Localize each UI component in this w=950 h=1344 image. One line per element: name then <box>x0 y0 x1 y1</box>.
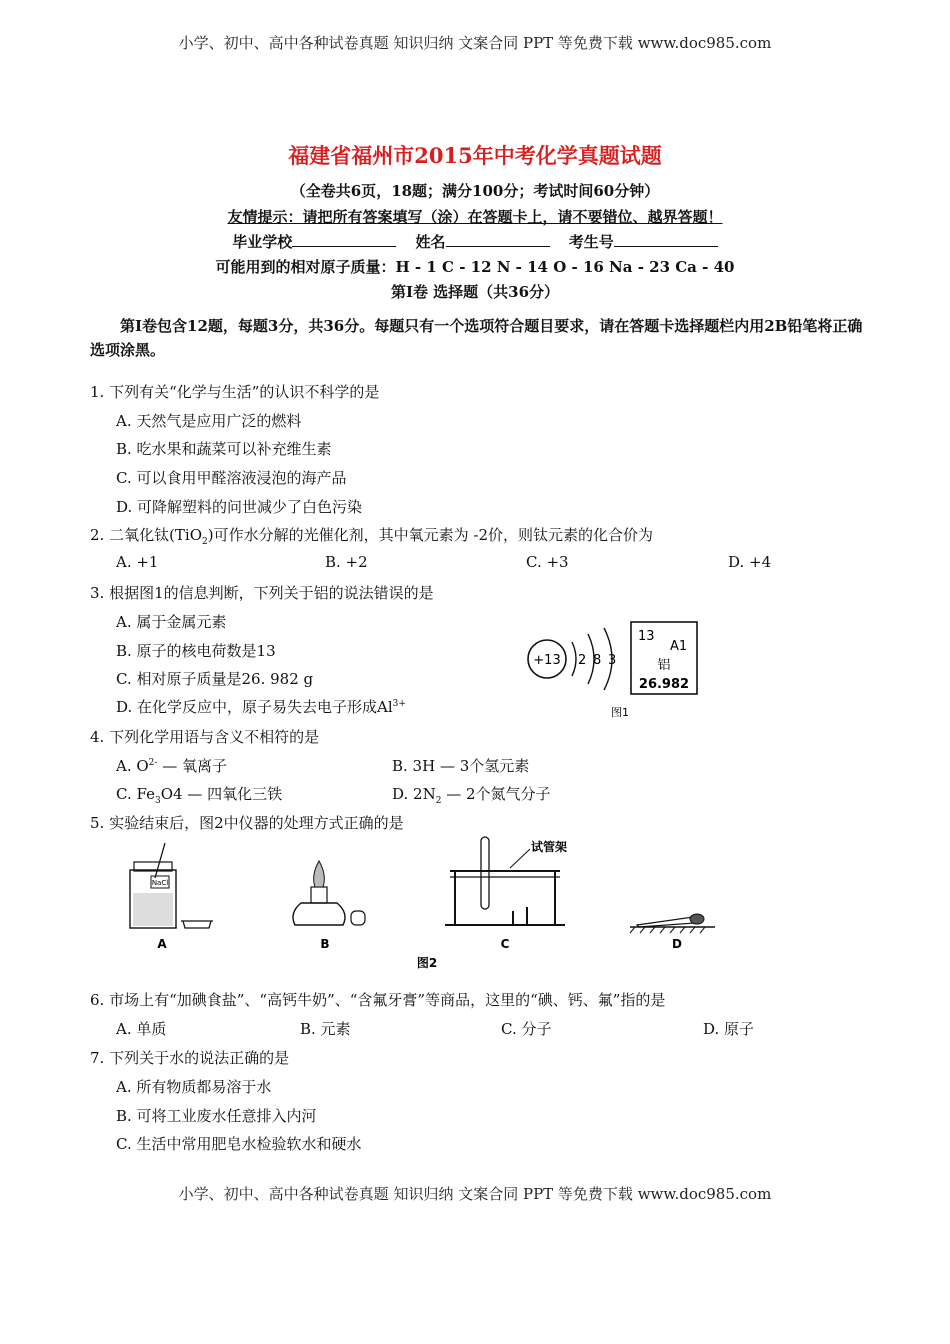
school-label: 毕业学校 <box>232 233 293 251</box>
label-a: A <box>157 937 167 951</box>
q1-option-a: A. 天然气是应用广泛的燃料 <box>116 412 302 430</box>
atomic-number: 13 <box>638 629 655 644</box>
figure-2-caption: 图2 <box>416 956 438 970</box>
exam-no-label: 考生号 <box>568 233 614 251</box>
exam-title: 福建省福州市2015年中考化学真题试题 <box>288 143 662 168</box>
q3-stem: 3. 根据图1的信息判断，下列关于铝的说法错误的是 <box>90 584 434 602</box>
label-b: B <box>320 937 330 951</box>
friendly-tip: 友情提示：请把所有答案填写（涂）在答题卡上，请不要错位、越界答题！ <box>227 208 723 226</box>
q3-option-c: C. 相对原子质量是26. 982 g <box>116 670 314 688</box>
section-title: 第Ⅰ卷 选择题（共36分） <box>390 283 560 301</box>
q1-stem: 1. 下列有关“化学与生活”的认识不科学的是 <box>90 383 380 401</box>
name-label: 姓名 <box>415 233 446 251</box>
section-instructions: 第Ⅰ卷包含12题，每题3分，共36分。每题只有一个选项符合题目要求，请在答题卡选择题栏内用2B铅笔将正确选项涂黑。 <box>90 317 863 359</box>
apparatus-d <box>630 914 715 933</box>
figure-2-apparatus <box>115 833 715 975</box>
q4-option-d: D. $2N_2$ — 2个氮气分子 <box>392 785 551 806</box>
name-blank[interactable] <box>446 234 550 247</box>
q4-option-c: C. $Fe_3O4$ — 四氧化三铁 <box>116 785 283 806</box>
exam-subtitle: （全卷共6页，18题；满分100分；考试时间60分钟） <box>290 182 660 200</box>
q1-option-c: C. 可以食用甲醛溶液浸泡的海产品 <box>116 469 347 487</box>
nucleus-charge: +13 <box>533 653 561 668</box>
label-c: C <box>500 937 510 951</box>
page-footer: 小学、初中、高中各种试卷真题 知识归纳 文案合同 PPT 等免费下载 www.doc985.com <box>178 1185 772 1203</box>
shell-electrons-2: 8 <box>593 653 602 668</box>
q1-option-b: B. 吃水果和蔬菜可以补充维生素 <box>116 440 332 458</box>
q1-option-d: D. 可降解塑料的问世减少了白色污染 <box>116 498 363 516</box>
q3-option-a: A. 属于金属元素 <box>116 613 227 631</box>
element-name: 铝 <box>657 658 671 673</box>
apparatus-a <box>130 843 213 928</box>
page-header: 小学、初中、高中各种试卷真题 知识归纳 文案合同 PPT 等免费下载 www.doc985.com <box>178 34 772 52</box>
q3-option-b: B. 原子的核电荷数是13 <box>116 642 276 660</box>
apparatus-c <box>445 837 567 925</box>
student-info-line <box>0 231 950 252</box>
figure-1-caption: 图1 <box>611 706 629 719</box>
q4-option-a: A. $O^{2-}$ — 氧离子 <box>116 757 227 775</box>
q6-option-d: D. 原子 <box>703 1020 755 1038</box>
q2-option-d: D. +4 <box>728 553 772 571</box>
electron-shell-1 <box>572 642 576 676</box>
q3-option-d: D. 在化学反应中，原子易失去电子形成$Al^{3+}$ <box>116 698 406 716</box>
q7-option-c: C. 生活中常用肥皂水检验软水和硬水 <box>116 1135 362 1153</box>
shell-electrons-1: 2 <box>578 653 587 668</box>
q6-option-a: A. 单质 <box>116 1020 167 1038</box>
rack-label: 试管架 <box>531 840 568 854</box>
atomic-mass-line: 可能用到的相对原子质量：H - 1 C - 12 N - 14 O - 16 Na - 23 Ca - 40 <box>215 258 735 276</box>
bottle-label: NaCl <box>151 879 169 887</box>
q4-stem: 4. 下列化学用语与含义不相符的是 <box>90 728 320 746</box>
q4-option-b: B. 3H — 3个氢元素 <box>392 757 530 775</box>
q7-option-b: B. 可将工业废水任意排入内河 <box>116 1107 317 1125</box>
q7-stem: 7. 下列关于水的说法正确的是 <box>90 1049 290 1067</box>
q5-stem: 5. 实验结束后，图2中仪器的处理方式正确的是 <box>90 814 404 832</box>
q2-option-a: A. +1 <box>116 553 159 571</box>
exam-no-blank[interactable] <box>614 234 718 247</box>
q6-option-c: C. 分子 <box>501 1020 552 1038</box>
atomic-mass: 26.982 <box>638 677 690 692</box>
q2-stem: 2. 二氧化钛(TiO$_2$)可作水分解的光催化剂，其中氧元素为 -2价，则钛元素的化合价为 <box>90 526 654 547</box>
element-symbol: A1 <box>670 639 688 654</box>
q2-option-c: C. +3 <box>526 553 569 571</box>
label-d: D <box>672 937 682 951</box>
shell-electrons-3: 3 <box>608 653 617 668</box>
q6-option-b: B. 元素 <box>300 1020 351 1038</box>
apparatus-b <box>293 861 365 925</box>
figure-1-aluminum <box>520 612 710 722</box>
school-blank[interactable] <box>292 234 396 247</box>
q6-stem: 6. 市场上有“加碘食盐”、“高钙牛奶”、“含氟牙膏”等商品，这里的“碘、钙、氟”指的是 <box>90 991 666 1009</box>
q7-option-a: A. 所有物质都易溶于水 <box>116 1078 272 1096</box>
q2-option-b: B. +2 <box>325 553 368 571</box>
